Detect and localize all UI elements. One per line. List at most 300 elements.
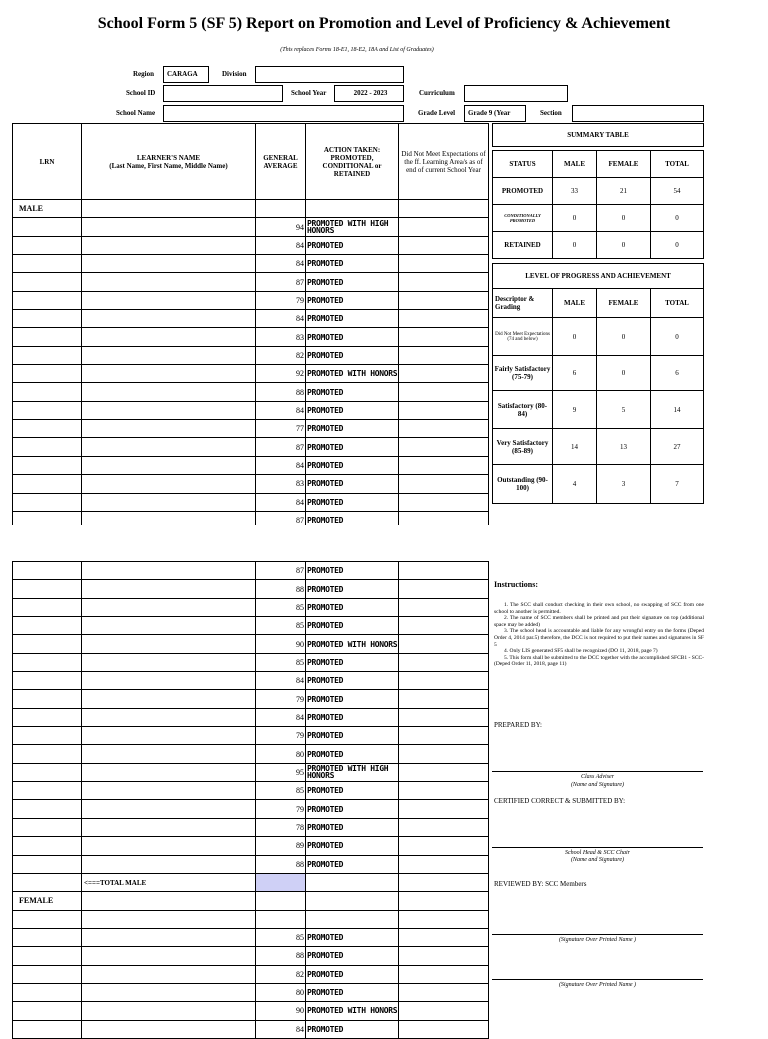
table-row <box>13 818 489 836</box>
progress-cell: 0 <box>597 356 651 391</box>
summary-col-status: STATUS <box>493 151 553 178</box>
avg-cell[interactable]: 82 <box>256 965 306 983</box>
avg-cell[interactable]: 88 <box>256 855 306 873</box>
action-cell[interactable]: PROMOTED <box>306 690 399 708</box>
lrn-cell[interactable] <box>13 218 82 236</box>
progress-row <box>493 318 704 356</box>
lrn-cell[interactable] <box>13 328 82 346</box>
action-cell[interactable]: PROMOTED <box>306 346 399 364</box>
scc-member-line-1 <box>492 934 703 935</box>
table-row <box>13 598 489 616</box>
dnme-cell[interactable] <box>399 365 489 383</box>
action-cell[interactable]: PROMOTED <box>306 1020 399 1038</box>
avg-cell[interactable]: 82 <box>256 346 306 364</box>
header-action: ACTION TAKEN: PROMOTED, CONDITIONAL or RETAINED <box>306 124 399 200</box>
progress-cell: 4 <box>553 465 597 504</box>
table-row <box>13 928 489 946</box>
action-cell[interactable]: PROMOTED WITH HONORS <box>306 365 399 383</box>
name-cell[interactable] <box>82 310 256 328</box>
table-row <box>13 855 489 873</box>
action-cell[interactable]: PROMOTED WITH HONORS <box>306 1002 399 1020</box>
table-row <box>13 456 489 474</box>
lrn-cell[interactable] <box>13 401 82 419</box>
summary-cell: 33 <box>553 178 597 205</box>
table-row <box>13 672 489 690</box>
table-row <box>13 273 489 291</box>
name-cell[interactable] <box>82 635 256 653</box>
lrn-cell[interactable] <box>13 617 82 635</box>
lrn-cell[interactable] <box>13 236 82 254</box>
summary-row-retained: RETAINED <box>493 232 553 259</box>
table-row <box>13 965 489 983</box>
name-cell[interactable] <box>82 291 256 309</box>
action-cell[interactable]: PROMOTED WITH HIGH HONORS <box>306 763 399 781</box>
dnme-cell[interactable] <box>399 255 489 273</box>
avg-cell[interactable]: 88 <box>256 580 306 598</box>
summary-cell: 0 <box>553 205 597 232</box>
region-field[interactable]: CARAGA <box>163 66 209 83</box>
action-cell[interactable]: PROMOTED <box>306 456 399 474</box>
lrn-cell[interactable] <box>13 708 82 726</box>
progress-cell: 0 <box>553 318 597 356</box>
progress-cell: 14 <box>553 429 597 465</box>
lrn-cell[interactable] <box>13 653 82 671</box>
avg-cell[interactable]: 87 <box>256 562 306 580</box>
avg-cell[interactable]: 84 <box>256 401 306 419</box>
division-field[interactable] <box>255 66 404 83</box>
lrn-cell[interactable] <box>13 580 82 598</box>
avg-cell[interactable]: 84 <box>256 236 306 254</box>
lrn-cell[interactable] <box>13 420 82 438</box>
name-cell[interactable] <box>82 745 256 763</box>
table-row <box>13 328 489 346</box>
table-row <box>13 727 489 745</box>
table-row <box>13 1002 489 1020</box>
summary-row-promoted: PROMOTED <box>493 178 553 205</box>
table-row <box>13 218 489 236</box>
certified-label: CERTIFIED CORRECT & SUBMITTED BY: <box>494 797 626 805</box>
avg-cell[interactable]: 87 <box>256 438 306 456</box>
avg-cell[interactable]: 95 <box>256 763 306 781</box>
progress-cell: 0 <box>597 318 651 356</box>
avg-cell[interactable]: 83 <box>256 475 306 493</box>
name-cell[interactable] <box>82 273 256 291</box>
avg-cell[interactable]: 87 <box>256 273 306 291</box>
action-cell[interactable]: PROMOTED <box>306 837 399 855</box>
school-id-field[interactable] <box>163 85 283 102</box>
lrn-cell[interactable] <box>13 965 82 983</box>
avg-cell[interactable]: 80 <box>256 983 306 1001</box>
dnme-cell[interactable] <box>399 653 489 671</box>
dnme-cell[interactable] <box>399 782 489 800</box>
header-avg: GENERAL AVERAGE <box>256 124 306 200</box>
dnme-cell[interactable] <box>399 617 489 635</box>
dnme-cell[interactable] <box>399 328 489 346</box>
dnme-cell[interactable] <box>399 236 489 254</box>
lrn-cell[interactable] <box>13 456 82 474</box>
instruction-item: 1. The SCC shall conduct checking in their own school, no swapping of SCC from one school to another is permitted. <box>494 602 704 615</box>
action-cell[interactable]: PROMOTED <box>306 580 399 598</box>
action-cell[interactable]: PROMOTED <box>306 562 399 580</box>
lrn-cell[interactable] <box>13 818 82 836</box>
lrn-cell[interactable] <box>13 727 82 745</box>
header-lrn: LRN <box>13 124 82 200</box>
avg-cell[interactable]: 87 <box>256 511 306 529</box>
lrn-cell[interactable] <box>13 493 82 511</box>
dnme-cell[interactable] <box>399 855 489 873</box>
action-cell[interactable] <box>306 910 399 928</box>
curriculum-field[interactable] <box>464 85 568 102</box>
action-cell[interactable]: PROMOTED <box>306 800 399 818</box>
action-cell[interactable]: PROMOTED <box>306 928 399 946</box>
avg-cell[interactable]: 79 <box>256 727 306 745</box>
table-row <box>13 310 489 328</box>
lrn-cell[interactable] <box>13 690 82 708</box>
progress-col-male: MALE <box>553 289 597 318</box>
dnme-cell[interactable] <box>399 708 489 726</box>
summary-cell: 0 <box>553 232 597 259</box>
dnme-cell[interactable] <box>399 273 489 291</box>
name-cell[interactable] <box>82 346 256 364</box>
female-section-row <box>13 892 489 910</box>
name-cell[interactable] <box>82 855 256 873</box>
avg-cell[interactable]: 89 <box>256 837 306 855</box>
lrn-cell[interactable] <box>13 562 82 580</box>
table-row <box>13 475 489 493</box>
action-cell[interactable]: PROMOTED <box>306 947 399 965</box>
table-row <box>13 708 489 726</box>
name-cell[interactable] <box>82 672 256 690</box>
name-cell[interactable] <box>82 928 256 946</box>
table-row <box>13 255 489 273</box>
table-row <box>13 1020 489 1038</box>
scc-member-line-2 <box>492 979 703 980</box>
page-break <box>0 525 768 561</box>
name-cell[interactable] <box>82 236 256 254</box>
name-cell[interactable] <box>82 690 256 708</box>
progress-cell: 6 <box>651 356 704 391</box>
action-cell[interactable]: PROMOTED <box>306 236 399 254</box>
action-cell[interactable]: PROMOTED <box>306 401 399 419</box>
name-cell[interactable] <box>82 598 256 616</box>
school-name-field[interactable] <box>163 105 404 122</box>
lrn-cell[interactable] <box>13 365 82 383</box>
avg-cell[interactable]: 80 <box>256 745 306 763</box>
dnme-cell[interactable] <box>399 672 489 690</box>
summary-table <box>492 123 704 504</box>
lrn-cell[interactable] <box>13 855 82 873</box>
table-row <box>13 346 489 364</box>
lrn-cell[interactable] <box>13 672 82 690</box>
lrn-cell[interactable] <box>13 438 82 456</box>
lrn-cell[interactable] <box>13 837 82 855</box>
dnme-cell[interactable] <box>399 420 489 438</box>
dnme-cell[interactable] <box>399 910 489 928</box>
action-cell[interactable]: PROMOTED <box>306 511 399 529</box>
form-subtitle: (This replaces Forms 18-E1, 18-E2, 18A and List of Graduates) <box>280 47 434 53</box>
avg-cell[interactable]: 84 <box>256 456 306 474</box>
avg-cell[interactable]: 84 <box>256 310 306 328</box>
action-cell[interactable]: PROMOTED <box>306 291 399 309</box>
avg-cell[interactable]: 85 <box>256 653 306 671</box>
action-cell[interactable]: PROMOTED <box>306 598 399 616</box>
school-year-field[interactable]: 2022 - 2023 <box>334 85 404 102</box>
name-cell[interactable] <box>82 653 256 671</box>
table-row <box>13 837 489 855</box>
dnme-cell[interactable] <box>399 1002 489 1020</box>
dnme-cell[interactable] <box>399 635 489 653</box>
scc-member-caption-1: (Signature Over Printed Name ) <box>558 937 637 943</box>
name-cell[interactable] <box>82 562 256 580</box>
action-cell[interactable]: PROMOTED <box>306 965 399 983</box>
name-cell[interactable] <box>82 947 256 965</box>
dnme-cell[interactable] <box>399 690 489 708</box>
action-cell[interactable]: PROMOTED <box>306 745 399 763</box>
avg-cell[interactable] <box>256 910 306 928</box>
table-row <box>13 690 489 708</box>
table-row <box>13 493 489 511</box>
action-cell[interactable]: PROMOTED <box>306 653 399 671</box>
dnme-cell[interactable] <box>399 310 489 328</box>
avg-cell[interactable]: 88 <box>256 383 306 401</box>
avg-cell[interactable]: 85 <box>256 782 306 800</box>
name-cell[interactable] <box>82 1020 256 1038</box>
dnme-cell[interactable] <box>399 947 489 965</box>
summary-col-female: FEMALE <box>597 151 651 178</box>
avg-cell[interactable]: 84 <box>256 672 306 690</box>
name-cell[interactable] <box>82 965 256 983</box>
name-cell[interactable] <box>82 255 256 273</box>
progress-row <box>493 465 704 504</box>
action-cell[interactable]: PROMOTED <box>306 493 399 511</box>
total-male-action <box>306 873 399 891</box>
name-cell[interactable] <box>82 365 256 383</box>
name-cell[interactable] <box>82 401 256 419</box>
table-row <box>13 401 489 419</box>
action-cell[interactable]: PROMOTED <box>306 273 399 291</box>
dnme-cell[interactable] <box>399 598 489 616</box>
name-cell[interactable] <box>82 420 256 438</box>
summary-title: SUMMARY TABLE <box>493 124 704 147</box>
female-section-label: FEMALE <box>13 892 82 910</box>
action-cell[interactable]: PROMOTED <box>306 855 399 873</box>
avg-cell[interactable]: 77 <box>256 420 306 438</box>
avg-cell[interactable]: 92 <box>256 365 306 383</box>
action-cell[interactable]: PROMOTED <box>306 438 399 456</box>
lrn-cell[interactable] <box>13 947 82 965</box>
dnme-cell[interactable] <box>399 745 489 763</box>
dnme-cell[interactable] <box>399 800 489 818</box>
dnme-cell[interactable] <box>399 837 489 855</box>
action-cell[interactable]: PROMOTED <box>306 420 399 438</box>
avg-cell[interactable]: 79 <box>256 690 306 708</box>
progress-cell: 7 <box>651 465 704 504</box>
name-cell[interactable] <box>82 580 256 598</box>
lrn-cell[interactable] <box>13 800 82 818</box>
name-cell[interactable] <box>82 910 256 928</box>
action-cell[interactable]: PROMOTED <box>306 475 399 493</box>
dnme-cell[interactable] <box>399 383 489 401</box>
progress-cell: 9 <box>553 391 597 429</box>
name-cell[interactable] <box>82 475 256 493</box>
total-male-row <box>13 873 489 891</box>
name-cell[interactable] <box>82 456 256 474</box>
lrn-cell[interactable] <box>13 346 82 364</box>
avg-cell[interactable]: 79 <box>256 800 306 818</box>
name-cell[interactable] <box>82 617 256 635</box>
action-cell[interactable]: PROMOTED <box>306 255 399 273</box>
lrn-cell[interactable] <box>13 475 82 493</box>
name-cell[interactable] <box>82 782 256 800</box>
name-cell[interactable] <box>82 763 256 781</box>
name-cell[interactable] <box>82 708 256 726</box>
curriculum-label: Curriculum <box>419 89 455 97</box>
table-row <box>13 365 489 383</box>
avg-cell[interactable]: 84 <box>256 493 306 511</box>
name-cell[interactable] <box>82 328 256 346</box>
progress-row <box>493 391 704 429</box>
dnme-cell[interactable] <box>399 493 489 511</box>
summary-col-total: TOTAL <box>651 151 704 178</box>
dnme-cell[interactable] <box>399 1020 489 1038</box>
table-row <box>13 910 489 928</box>
progress-desc: Outstanding (90-100) <box>493 465 553 504</box>
section-field[interactable] <box>572 105 704 122</box>
action-cell[interactable]: PROMOTED <box>306 727 399 745</box>
learner-table-top <box>12 123 489 530</box>
total-male-dnme <box>399 873 489 891</box>
dnme-cell[interactable] <box>399 562 489 580</box>
dnme-cell[interactable] <box>399 818 489 836</box>
lrn-cell[interactable] <box>13 635 82 653</box>
table-row <box>13 562 489 580</box>
dnme-cell[interactable] <box>399 291 489 309</box>
name-cell[interactable] <box>82 493 256 511</box>
avg-cell[interactable]: 90 <box>256 635 306 653</box>
lrn-cell[interactable] <box>13 310 82 328</box>
action-cell[interactable]: PROMOTED <box>306 983 399 1001</box>
lrn-cell[interactable] <box>13 1002 82 1020</box>
action-cell[interactable]: PROMOTED <box>306 708 399 726</box>
name-cell[interactable] <box>82 383 256 401</box>
name-cell[interactable] <box>82 983 256 1001</box>
lrn-cell[interactable] <box>13 782 82 800</box>
table-row <box>13 291 489 309</box>
table-row <box>13 580 489 598</box>
school-head-sub: (Name and Signature) <box>570 857 625 863</box>
action-cell[interactable]: PROMOTED <box>306 782 399 800</box>
division-label: Division <box>222 70 247 78</box>
avg-cell[interactable]: 85 <box>256 617 306 635</box>
header-dnme: Did Not Meet Expectations of the ff. Learning Area/s as of end of current School Year <box>399 124 489 200</box>
dnme-cell[interactable] <box>399 346 489 364</box>
lrn-cell[interactable] <box>13 1020 82 1038</box>
action-cell[interactable]: PROMOTED WITH HONORS <box>306 635 399 653</box>
name-cell[interactable] <box>82 1002 256 1020</box>
lrn-cell[interactable] <box>13 383 82 401</box>
avg-cell[interactable]: 84 <box>256 708 306 726</box>
lrn-cell[interactable] <box>13 598 82 616</box>
dnme-cell[interactable] <box>399 580 489 598</box>
dnme-cell[interactable] <box>399 438 489 456</box>
action-cell[interactable]: PROMOTED <box>306 818 399 836</box>
dnme-cell[interactable] <box>399 456 489 474</box>
name-cell[interactable] <box>82 218 256 236</box>
action-cell[interactable]: PROMOTED <box>306 310 399 328</box>
progress-col-female: FEMALE <box>597 289 651 318</box>
name-cell[interactable] <box>82 818 256 836</box>
dnme-cell[interactable] <box>399 928 489 946</box>
action-cell[interactable]: PROMOTED <box>306 672 399 690</box>
avg-cell[interactable]: 85 <box>256 928 306 946</box>
lrn-cell[interactable] <box>13 983 82 1001</box>
total-male-avg <box>256 873 306 891</box>
lrn-cell[interactable] <box>13 255 82 273</box>
lrn-cell[interactable] <box>13 928 82 946</box>
avg-cell[interactable]: 79 <box>256 291 306 309</box>
instruction-item: 3. The school head is accountable and liable for any wrongful entry on the forms (Deped Order 4, 2014 par.5) therefore, the DCC is not required to put their names and signatures in SF 5 <box>494 628 704 648</box>
dnme-cell[interactable] <box>399 218 489 236</box>
summary-cell: 0 <box>651 232 704 259</box>
name-cell[interactable] <box>82 837 256 855</box>
dnme-cell[interactable] <box>399 965 489 983</box>
action-cell[interactable]: PROMOTED <box>306 328 399 346</box>
instructions-title: Instructions: <box>494 580 539 589</box>
dnme-cell[interactable] <box>399 401 489 419</box>
name-cell[interactable] <box>82 727 256 745</box>
name-cell[interactable] <box>82 800 256 818</box>
avg-cell[interactable]: 84 <box>256 1020 306 1038</box>
form-title: School Form 5 (SF 5) Report on Promotion and Level of Proficiency & Achievement <box>97 15 671 32</box>
progress-col-total: TOTAL <box>651 289 704 318</box>
avg-cell[interactable]: 84 <box>256 255 306 273</box>
lrn-cell[interactable] <box>13 910 82 928</box>
table-row <box>13 383 489 401</box>
progress-cell: 3 <box>597 465 651 504</box>
table-row <box>13 420 489 438</box>
lrn-cell[interactable] <box>13 273 82 291</box>
lrn-cell[interactable] <box>13 745 82 763</box>
lrn-cell <box>13 873 82 891</box>
action-cell[interactable]: PROMOTED <box>306 383 399 401</box>
table-row <box>13 983 489 1001</box>
school-head-caption: School Head & SCC Chair <box>564 850 630 856</box>
scc-member-caption-2: (Signature Over Printed Name ) <box>558 982 637 988</box>
avg-cell[interactable]: 94 <box>256 218 306 236</box>
dnme-cell[interactable] <box>399 763 489 781</box>
avg-cell[interactable]: 88 <box>256 947 306 965</box>
lrn-cell[interactable] <box>13 291 82 309</box>
progress-row <box>493 429 704 465</box>
avg-cell[interactable]: 90 <box>256 1002 306 1020</box>
avg-cell[interactable]: 83 <box>256 328 306 346</box>
dnme-cell[interactable] <box>399 475 489 493</box>
action-cell[interactable]: PROMOTED WITH HIGH HONORS <box>306 218 399 236</box>
name-cell[interactable] <box>82 438 256 456</box>
table-row <box>13 947 489 965</box>
table-row <box>13 800 489 818</box>
lrn-cell[interactable] <box>13 763 82 781</box>
action-cell[interactable]: PROMOTED <box>306 617 399 635</box>
header-name <box>82 124 256 200</box>
dnme-cell[interactable] <box>399 727 489 745</box>
grade-level-field[interactable]: Grade 9 (Year <box>464 105 526 122</box>
dnme-cell[interactable] <box>399 983 489 1001</box>
prepared-by-label: PREPARED BY: <box>494 721 542 729</box>
table-row <box>13 782 489 800</box>
avg-cell[interactable]: 85 <box>256 598 306 616</box>
avg-cell[interactable]: 78 <box>256 818 306 836</box>
